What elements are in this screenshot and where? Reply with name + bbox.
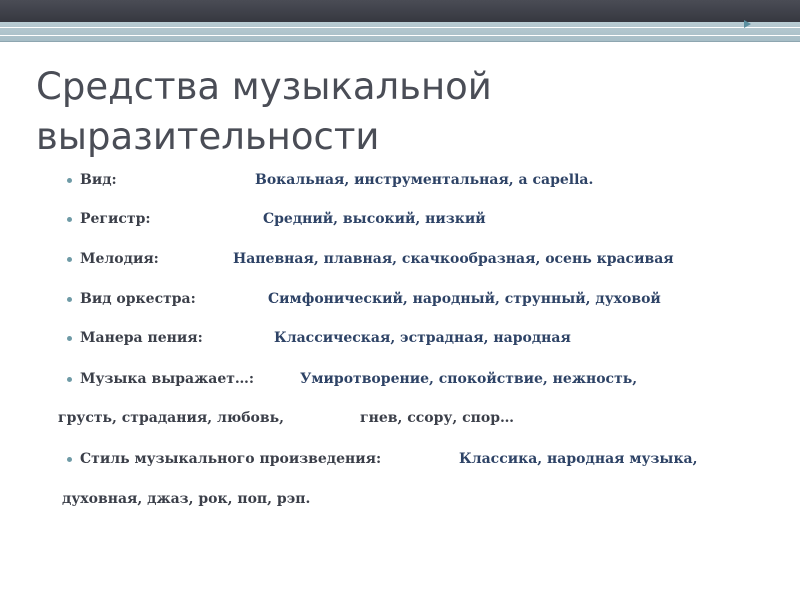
item-value: Классическая, эстрадная, народная xyxy=(274,330,571,346)
item-label: Музыка выражает…: xyxy=(80,371,255,387)
band-stripe xyxy=(0,41,800,42)
continuation-text: духовная, джаз, рок, поп, рэп. xyxy=(62,491,311,507)
bullet-icon xyxy=(67,377,72,382)
item-label: Вид: xyxy=(80,172,117,188)
bullet-icon xyxy=(67,217,72,222)
item-value: Средний, высокий, низкий xyxy=(263,211,486,227)
arrow-icon xyxy=(744,20,751,28)
list-item-orchestra xyxy=(80,290,661,308)
list-item-melody xyxy=(80,250,674,268)
item-label: Манера пения: xyxy=(80,330,203,346)
slide-title: Средства музыкальной выразительности xyxy=(36,65,492,158)
continuation-text: гнев, ссору, спор… xyxy=(360,410,514,426)
item-value: Напевная, плавная, скачкообразная, осень красивая xyxy=(233,251,674,267)
bullet-icon xyxy=(67,257,72,262)
decorative-band xyxy=(0,22,800,42)
item-label: Мелодия: xyxy=(80,251,159,267)
item-value: Умиротворение, спокойствие, нежность, xyxy=(300,371,638,387)
top-bar xyxy=(0,0,800,22)
item-label: Регистр: xyxy=(80,211,151,227)
item-value: Классика, народная музыка, xyxy=(459,451,698,467)
continuation-line xyxy=(58,409,514,427)
list-item-expresses xyxy=(80,370,638,388)
bullet-icon xyxy=(67,297,72,302)
bullet-icon xyxy=(67,178,72,183)
item-value: Симфонический, народный, струнный, духовой xyxy=(268,291,661,307)
band-stripe xyxy=(0,35,800,36)
item-label: Стиль музыкального произведения: xyxy=(80,451,382,467)
continuation-line xyxy=(62,490,310,508)
list-item-register xyxy=(80,210,486,228)
list-item-vid xyxy=(80,171,594,189)
item-label: Вид оркестра: xyxy=(80,291,196,307)
list-item-singing xyxy=(80,329,571,347)
bullet-icon xyxy=(67,336,72,341)
item-value: Вокальная, инструментальная, а capella. xyxy=(255,172,594,188)
bullet-icon xyxy=(67,457,72,462)
band-stripe xyxy=(0,27,800,28)
continuation-text: грусть, страдания, любовь, xyxy=(58,410,284,426)
list-item-style xyxy=(80,450,698,468)
